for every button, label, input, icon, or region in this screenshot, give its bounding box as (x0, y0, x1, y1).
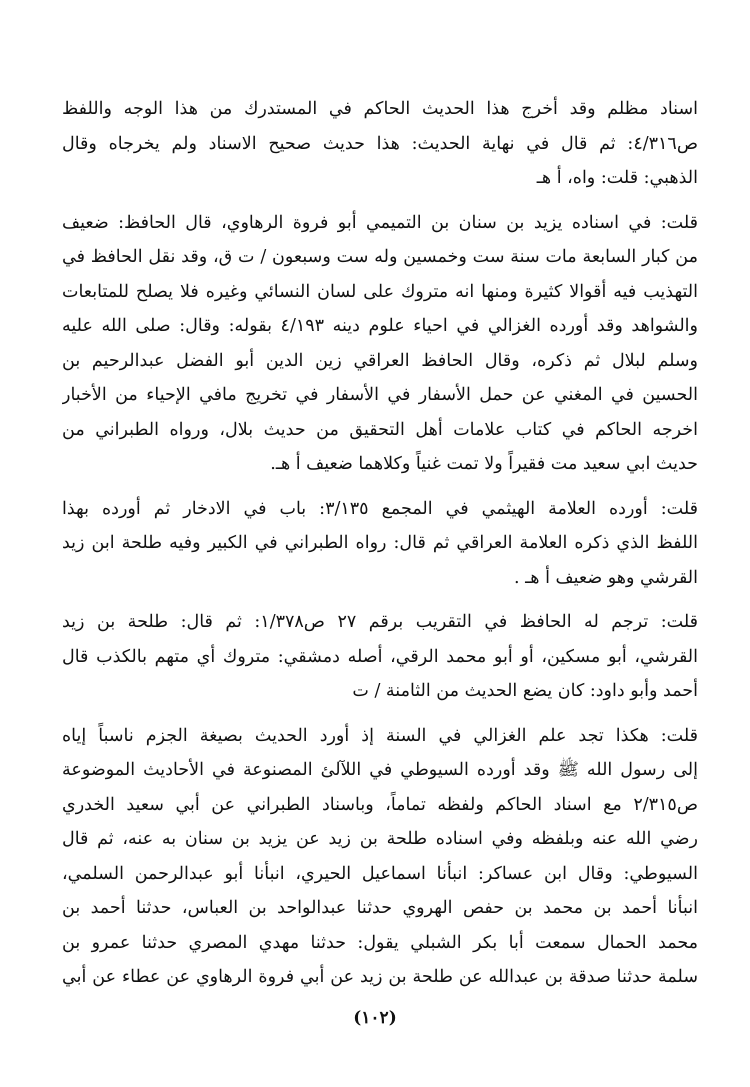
text-line: قلت: ترجم له الحافظ في التقريب برقم ٢٧ ص١/٣٧٨: ثم قال: طلحة بن زيد (62, 612, 698, 632)
paragraph-1 (62, 92, 698, 196)
text-line: اخرجه الحاكم في كتاب علامات أهل التحقيق من حديث بلال، ورواه الطبراني من (62, 419, 698, 440)
paragraph-2 (62, 206, 698, 482)
text-line: حديث ابي سعيد مت فقيراً ولا تمت غنياً وكلاهما ضعيف أ هـ. (270, 454, 698, 474)
text-line: أحمد وأبو داود: كان يضع الحديث من الثامنة / ت (352, 681, 698, 701)
document-page (62, 92, 698, 1005)
text-line: وسلم لبلال ثم ذكره، وقال الحافظ العراقي زين الدين أبو الفضل عبدالرحيم بن (62, 350, 698, 371)
paragraph-3 (62, 492, 698, 596)
text-line: ص٢/٣١٥ مع اسناد الحاكم ولفظه تماماً، وباسناد الطبراني عن أبي سعيد الخدري (62, 794, 698, 815)
text-line: انبأنا أحمد بن محمد بن حفص الهروي حدثنا عبدالواحد بن العباس، حدثنا أحمد بن (62, 898, 698, 918)
text-line: والشواهد وقد أورده الغزالي في احياء علوم دينه ٤/١٩٣ بقوله: وقال: صلى الله عليه (62, 316, 698, 336)
text-line: التهذيب فيه أقوالا كثيرة ومنها انه متروك على لسان النسائي وغيره فلا يصلح للمتابعات (62, 281, 698, 302)
text-line: قلت: في اسناده يزيد بن سنان بن التميمي أبو فروة الرهاوي، قال الحافظ: ضعيف (62, 212, 698, 233)
text-line: السيوطي: وقال ابن عساكر: انبأنا اسماعيل الحيري، انبأنا أبو عبدالرحمن السلمي، (62, 863, 698, 884)
text-line: ص٤/٣١٦: ثم قال في نهاية الحديث: هذا حديث صحيح الاسناد ولم يخرجاه وقال (62, 133, 698, 154)
paragraph-5 (62, 719, 698, 995)
paragraph-4 (62, 605, 698, 709)
text-line: الذهبي: قلت: واه، أ هـ (536, 168, 698, 188)
text-line: سلمة حدثنا صدقة بن عبدالله عن طلحة بن زيد عن أبي فروة الرهاوي عن عطاء عن أبي (62, 967, 698, 987)
text-line: القرشي، أبو مسكين، أو أبو محمد الرقي، أصله دمشقي: متروك أي متهم بالكذب قال (62, 646, 698, 667)
text-line: محمد الحمال سمعت أبا بكر الشبلي يقول: حدثنا مهدي المصري حدثنا عمرو بن (62, 932, 698, 953)
text-line: اللفظ الذي ذكره العلامة العراقي ثم قال: رواه الطبراني في الكبير وفيه طلحة ابن زيد (62, 533, 698, 553)
text-line: قلت: هكذا تجد علم الغزالي في السنة إذ أورد الحديث بصيغة الجزم ناسباً إياه (62, 725, 698, 746)
text-line: القرشي وهو ضعيف أ هـ . (514, 567, 698, 588)
text-line: قلت: أورده العلامة الهيثمي في المجمع ٣/١٣٥: باب في الادخار ثم أورده بهذا (62, 498, 698, 519)
text-line: من كبار السابعة مات سنة ست وخمسين وله ست وسبعون / ت ق، وقد نقل الحافظ في (62, 247, 698, 267)
page-number: (١٠٢) (353, 1008, 397, 1028)
text-line: الحسين في المغني عن حمل الأسفار في الأسفار في تخريج مافي الإحياء من الأخبار (62, 385, 698, 405)
text-line: اسناد مظلم وقد أخرج هذا الحديث الحاكم في المستدرك من هذا الوجه واللفظ (62, 99, 698, 119)
text-line: رضي الله عنه وبلفظه وفي اسناده طلحة بن زيد عن يزيد بن سنان به عنه، ثم قال (62, 829, 698, 849)
text-line: إلى رسول الله ﷺ وقد أورده السيوطي في اللآلئ المصنوعة في الأحاديث الموضوعة (62, 760, 698, 780)
